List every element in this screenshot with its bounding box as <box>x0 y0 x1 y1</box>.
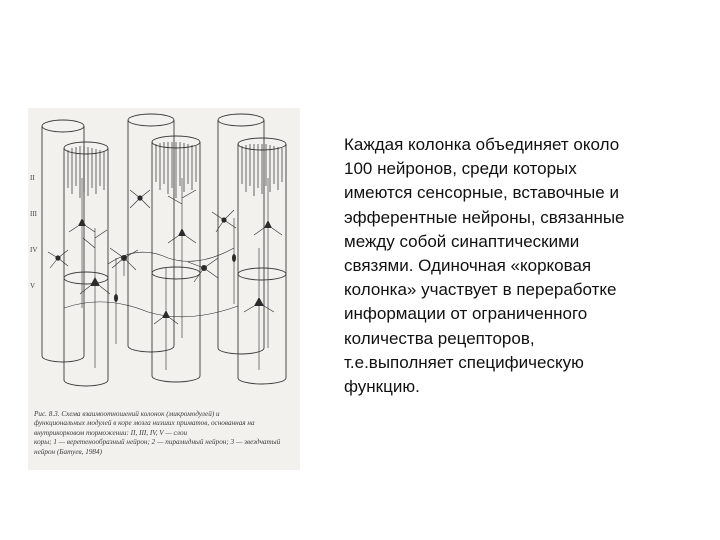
pyramidal-neuron <box>264 220 272 228</box>
pyramidal-neuron <box>78 218 86 226</box>
column-top <box>42 120 84 132</box>
fusiform-neuron <box>232 254 236 262</box>
body-paragraph: Каждая колонка объединяет около 100 нейронов, среди которых имеются сенсорные, вставочные и эфферентные нейроны, связанные между собой синаптическими связями. Одиночная «корковая колонка» участвует в переработке информации от ограниченного количества рецепторов, т.е.выполняет специфическую функцию. <box>344 135 625 397</box>
column-bottom <box>152 376 200 382</box>
column-bottom <box>64 380 108 386</box>
column-bottom <box>238 378 286 384</box>
column-bottom <box>42 356 84 362</box>
fusiform-neuron <box>114 294 118 302</box>
column-top <box>64 142 108 154</box>
pyramidal-neuron <box>178 228 186 236</box>
column-outline <box>128 120 174 346</box>
column-outline <box>42 126 84 356</box>
pyramidal-neuron <box>90 277 100 286</box>
column-outline <box>218 120 264 348</box>
layer-label: II <box>30 174 35 182</box>
layer-label: IV <box>30 246 38 254</box>
cortical-columns-diagram <box>28 108 300 408</box>
column-bottom <box>218 348 264 354</box>
column-outline <box>64 148 108 380</box>
pyramidal-neuron <box>162 310 170 318</box>
layer-label: III <box>30 210 37 218</box>
column-top <box>128 114 174 126</box>
cortical-columns-figure <box>28 108 300 470</box>
column-top <box>218 114 264 126</box>
figure-caption: Рис. 8.3. Схема взаимоотношений колонок (микромодулей) и функциональных модулей в коре мозга низших приматов, основанная на внутрикорковом торможении: II, III, IV, V — слои коры; 1 — веретенообразный нейрон; 2 — пирамидный нейрон; 3 — звездчатый нейрон (Батуев, 1984) <box>34 410 281 456</box>
layer-label: V <box>30 282 36 290</box>
column-bottom <box>128 346 174 352</box>
pyramidal-neuron <box>254 297 264 306</box>
